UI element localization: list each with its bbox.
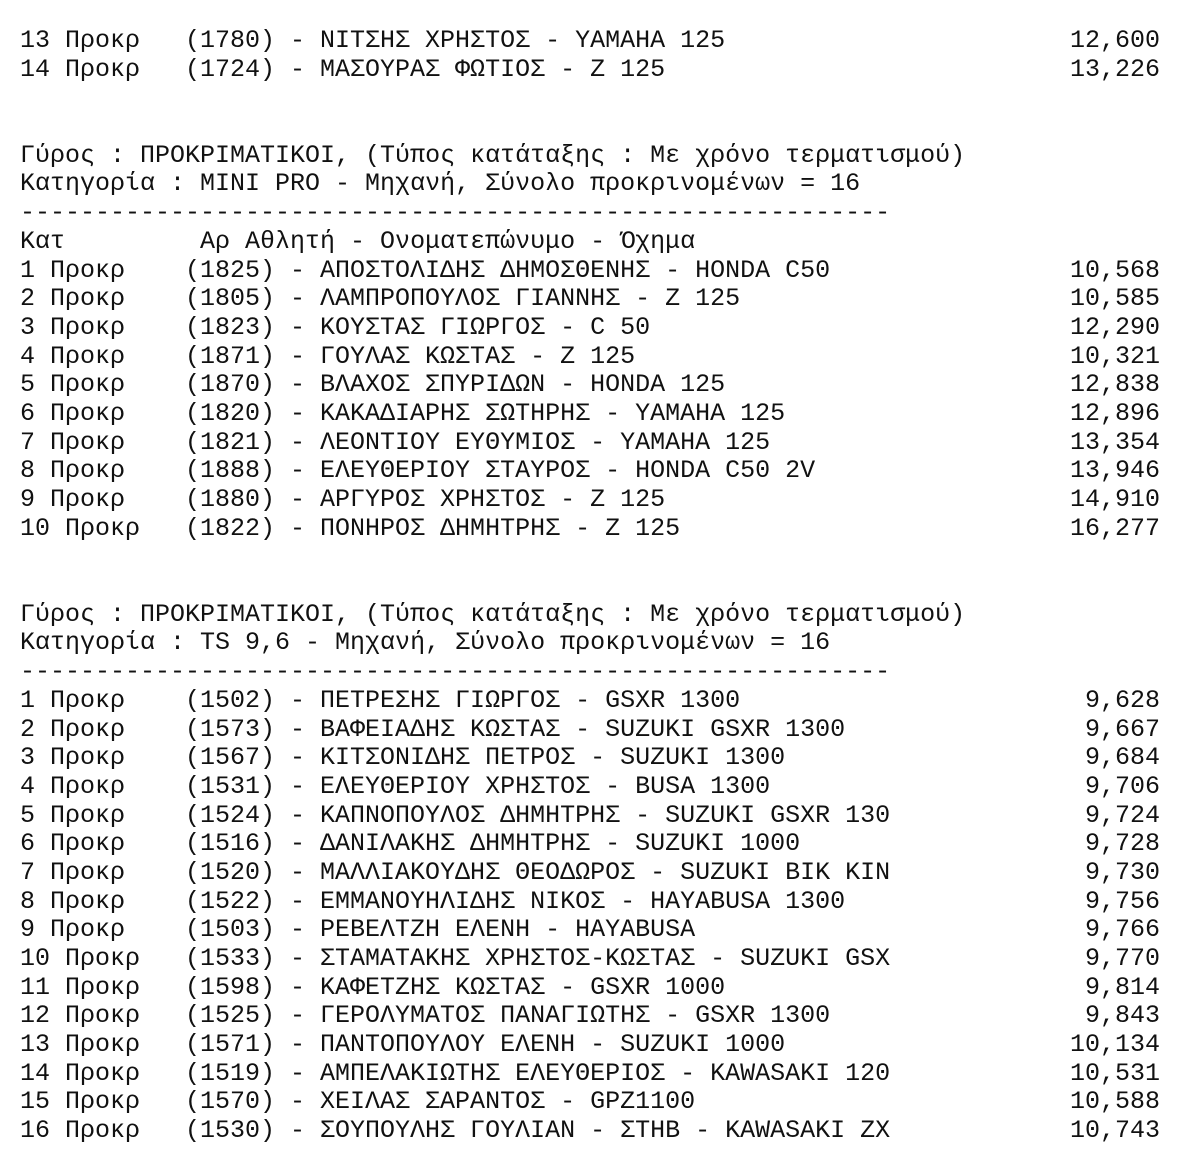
result-time: 10,585	[1069, 284, 1160, 314]
result-position: 12 Προκρ	[20, 1001, 141, 1031]
result-row	[20, 687, 1160, 716]
result-position: 15 Προκρ	[20, 1087, 141, 1117]
result-row	[20, 314, 1160, 343]
result-time: 12,838	[1069, 370, 1160, 400]
result-row	[20, 888, 1160, 917]
result-entry: (1519) - ΑΜΠΕΛΑΚΙΩΤΗΣ ΕΛΕΥΘΕΡΙΟΣ - KAWASAKI 120	[185, 1058, 891, 1088]
result-time: 9,843	[1084, 1001, 1160, 1031]
result-position: 5 Προκρ	[20, 370, 126, 400]
result-row	[20, 1031, 1160, 1060]
result-time: 16,277	[1069, 513, 1160, 543]
result-time: 10,743	[1069, 1116, 1160, 1146]
result-time: 9,770	[1084, 944, 1160, 973]
result-time: 9,766	[1084, 915, 1160, 945]
result-entry: (1567) - ΚΙΤΣΟΝΙΔΗΣ ΠΕΤΡΟΣ - SUZUKI 1300	[185, 743, 786, 773]
result-position: 7 Προκρ	[20, 427, 126, 457]
result-entry: (1503) - ΡΕΒΕΛΤΖΗ ΕΛΕΝΗ - HAYABUSA	[185, 915, 696, 945]
result-row	[20, 457, 1160, 486]
result-row	[20, 285, 1160, 314]
result-position: 16 Προκρ	[20, 1116, 141, 1146]
result-time: 9,814	[1084, 972, 1160, 1002]
result-time: 9,667	[1084, 714, 1160, 744]
result-position: 3 Προκρ	[20, 312, 126, 342]
separator-line	[20, 199, 1160, 228]
result-time: 12,600	[1069, 26, 1160, 55]
result-time: 13,946	[1069, 456, 1160, 486]
result-entry: (1724) - ΜΑΣΟΥΡΑΣ ΦΩΤΙΟΣ - Z 125	[185, 54, 666, 84]
result-entry: (1780) - ΝΙΤΣΗΣ ΧΡΗΣΤΟΣ - YAMAHA 125	[185, 26, 726, 55]
result-entry: (1880) - ΑΡΓΥΡΟΣ ΧΡΗΣΤΟΣ - Z 125	[185, 485, 666, 514]
result-position: 2 Προκρ	[20, 284, 126, 314]
result-position: 3 Προκρ	[20, 743, 126, 773]
result-row	[20, 515, 1160, 544]
result-position: 5 Προκρ	[20, 800, 126, 830]
result-time: 10,531	[1069, 1058, 1160, 1088]
result-time: 13,226	[1069, 54, 1160, 84]
result-time: 12,896	[1069, 398, 1160, 428]
result-position: 10 Προκρ	[20, 944, 141, 973]
category-header	[20, 629, 1160, 658]
result-position: 10 Προκρ	[20, 513, 141, 543]
result-row	[20, 371, 1160, 400]
result-entry: (1522) - ΕΜΜΑΝΟΥΗΛΙΔΗΣ ΝΙΚΟΣ - HAYABUSA 1300	[185, 886, 846, 916]
result-position: 2 Προκρ	[20, 714, 126, 744]
result-time: 9,628	[1084, 685, 1160, 715]
result-entry: (1805) - ΛΑΜΠΡΟΠΟΥΛΟΣ ΓΙΑΝΝΗΣ - Z 125	[185, 284, 741, 314]
result-position: 13 Προκρ	[20, 1030, 141, 1060]
result-row	[20, 343, 1160, 372]
result-entry: (1888) - ΕΛΕΥΘΕΡΙΟΥ ΣΤΑΥΡΟΣ - HONDA C50 2V	[185, 456, 816, 486]
result-row	[20, 744, 1160, 773]
result-entry: (1570) - ΧΕΙΛΑΣ ΣΑΡΑΝΤΟΣ - GPZ1100	[185, 1087, 696, 1117]
result-entry: (1524) - ΚΑΠΝΟΠΟΥΛΟΣ ΔΗΜΗΤΡΗΣ - SUZUKI GSXR 130	[185, 800, 891, 830]
result-position: 9 Προκρ	[20, 915, 126, 945]
round-header-text: Γύρος : ΠΡΟΚΡΙΜΑΤΙΚΟΙ, (Τύπος κατάταξης : Με χρόνο τερματισμού)	[20, 140, 966, 170]
result-entry: (1502) - ΠΕΤΡΕΣΗΣ ΓΙΩΡΓΟΣ - GSXR 1300	[185, 685, 741, 715]
category-header-text: Κατηγορία : TS 9,6 - Μηχανή, Σύνολο προκρινομένων = 16	[20, 628, 831, 658]
result-position: 8 Προκρ	[20, 456, 126, 486]
result-row	[20, 830, 1160, 859]
result-entry: (1821) - ΛΕΟΝΤΙΟΥ ΕΥΘΥΜΙΟΣ - YAMAHA 125	[185, 427, 771, 457]
category-header	[20, 170, 1160, 199]
result-time: 10,134	[1069, 1030, 1160, 1060]
result-entry: (1571) - ΠΑΝΤΟΠΟΥΛΟΥ ΕΛΕΝΗ - SUZUKI 1000	[185, 1030, 786, 1060]
result-position: 6 Προκρ	[20, 829, 126, 859]
result-position: 14 Προκρ	[20, 1058, 141, 1088]
separator-text: ----------------------------------------------------------	[20, 198, 891, 228]
result-row	[20, 859, 1160, 888]
result-entry: (1598) - ΚΑΦΕΤΖΗΣ ΚΩΣΤΑΣ - GSXR 1000	[185, 972, 726, 1002]
result-position: 14 Προκρ	[20, 54, 141, 84]
result-time: 9,728	[1084, 829, 1160, 859]
result-position: 1 Προκρ	[20, 685, 126, 715]
result-time: 10,588	[1069, 1087, 1160, 1117]
result-entry: (1525) - ΓΕΡΟΛΥΜΑΤΟΣ ΠΑΝΑΓΙΩΤΗΣ - GSXR 1300	[185, 1001, 831, 1031]
result-row	[20, 916, 1160, 945]
result-position: 9 Προκρ	[20, 485, 126, 514]
result-row	[20, 1117, 1160, 1146]
blank-line	[20, 572, 1160, 601]
round-header	[20, 601, 1160, 630]
result-position: 11 Προκρ	[20, 972, 141, 1002]
result-row	[20, 974, 1160, 1003]
separator-line	[20, 658, 1160, 687]
result-time: 9,706	[1084, 771, 1160, 801]
result-entry: (1533) - ΣΤΑΜΑΤΑΚΗΣ ΧΡΗΣΤΟΣ-ΚΩΣΤΑΣ - SUZUKI GSX	[185, 944, 891, 973]
category-header-text: Κατηγορία : MINI PRO - Μηχανή, Σύνολο προκρινομένων = 16	[20, 169, 861, 199]
result-position: 4 Προκρ	[20, 771, 126, 801]
result-time: 12,290	[1069, 312, 1160, 342]
result-row	[20, 1002, 1160, 1031]
result-row	[20, 56, 1160, 85]
blank-line	[20, 84, 1160, 113]
result-entry: (1520) - ΜΑΛΛΙΑΚΟΥΔΗΣ ΘΕΟΔΩΡΟΣ - SUZUKI BIK KIN	[185, 857, 891, 887]
result-time: 9,724	[1084, 800, 1160, 830]
separator-text: ----------------------------------------------------------	[20, 657, 891, 687]
result-position: 8 Προκρ	[20, 886, 126, 916]
result-row	[20, 773, 1160, 802]
result-time: 14,910	[1069, 485, 1160, 514]
result-row	[20, 400, 1160, 429]
result-row	[20, 802, 1160, 831]
result-row	[20, 945, 1160, 974]
result-entry: (1820) - ΚΑΚΑΔΙΑΡΗΣ ΣΩΤΗΡΗΣ - YAMAHA 125	[185, 398, 786, 428]
result-position: 6 Προκρ	[20, 398, 126, 428]
result-position: 7 Προκρ	[20, 857, 126, 887]
result-time: 10,321	[1069, 341, 1160, 371]
blank-line	[20, 113, 1160, 142]
result-row	[20, 257, 1160, 286]
result-row	[20, 27, 1160, 56]
result-entry: (1823) - ΚΟΥΣΤΑΣ ΓΙΩΡΓΟΣ - C 50	[185, 312, 651, 342]
result-entry: (1822) - ΠΟΝΗΡΟΣ ΔΗΜΗΤΡΗΣ - Z 125	[185, 513, 681, 543]
result-entry: (1573) - ΒΑΦΕΙΑΔΗΣ ΚΩΣΤΑΣ - SUZUKI GSXR 1300	[185, 714, 846, 744]
result-entry: (1871) - ΓΟΥΛΑΣ ΚΩΣΤΑΣ - Z 125	[185, 341, 636, 371]
result-entry: (1531) - ΕΛΕΥΘΕΡΙΟΥ ΧΡΗΣΤΟΣ - BUSA 1300	[185, 771, 771, 801]
results-document	[20, 27, 1160, 1146]
column-header-text: Κατ Αρ Αθλητή - Ονοματεπώνυμο - Όχημα	[20, 226, 696, 256]
blank-line	[20, 543, 1160, 572]
result-time: 13,354	[1069, 427, 1160, 457]
round-header	[20, 142, 1160, 171]
result-time: 9,730	[1084, 857, 1160, 887]
result-position: 1 Προκρ	[20, 255, 126, 285]
result-position: 13 Προκρ	[20, 26, 141, 55]
result-row	[20, 1088, 1160, 1117]
result-row	[20, 1060, 1160, 1089]
result-position: 4 Προκρ	[20, 341, 126, 371]
result-time: 9,684	[1084, 743, 1160, 773]
result-entry: (1870) - ΒΛΑΧΟΣ ΣΠΥΡΙΔΩΝ - HONDA 125	[185, 370, 726, 400]
round-header-text: Γύρος : ΠΡΟΚΡΙΜΑΤΙΚΟΙ, (Τύπος κατάταξης : Με χρόνο τερματισμού)	[20, 599, 966, 629]
result-time: 10,568	[1069, 255, 1160, 285]
result-entry: (1530) - ΣΟΥΠΟΥΛΗΣ ΓΟΥΛΙΑΝ - ΣΤΗΒ - KAWASAKI ZX	[185, 1116, 891, 1146]
result-row	[20, 429, 1160, 458]
result-row	[20, 486, 1160, 515]
result-entry: (1516) - ΔΑΝΙΛΑΚΗΣ ΔΗΜΗΤΡΗΣ - SUZUKI 1000	[185, 829, 801, 859]
column-header	[20, 228, 1160, 257]
result-row	[20, 716, 1160, 745]
result-time: 9,756	[1084, 886, 1160, 916]
result-entry: (1825) - ΑΠΟΣΤΟΛΙΔΗΣ ΔΗΜΟΣΘΕΝΗΣ - HONDA C50	[185, 255, 831, 285]
